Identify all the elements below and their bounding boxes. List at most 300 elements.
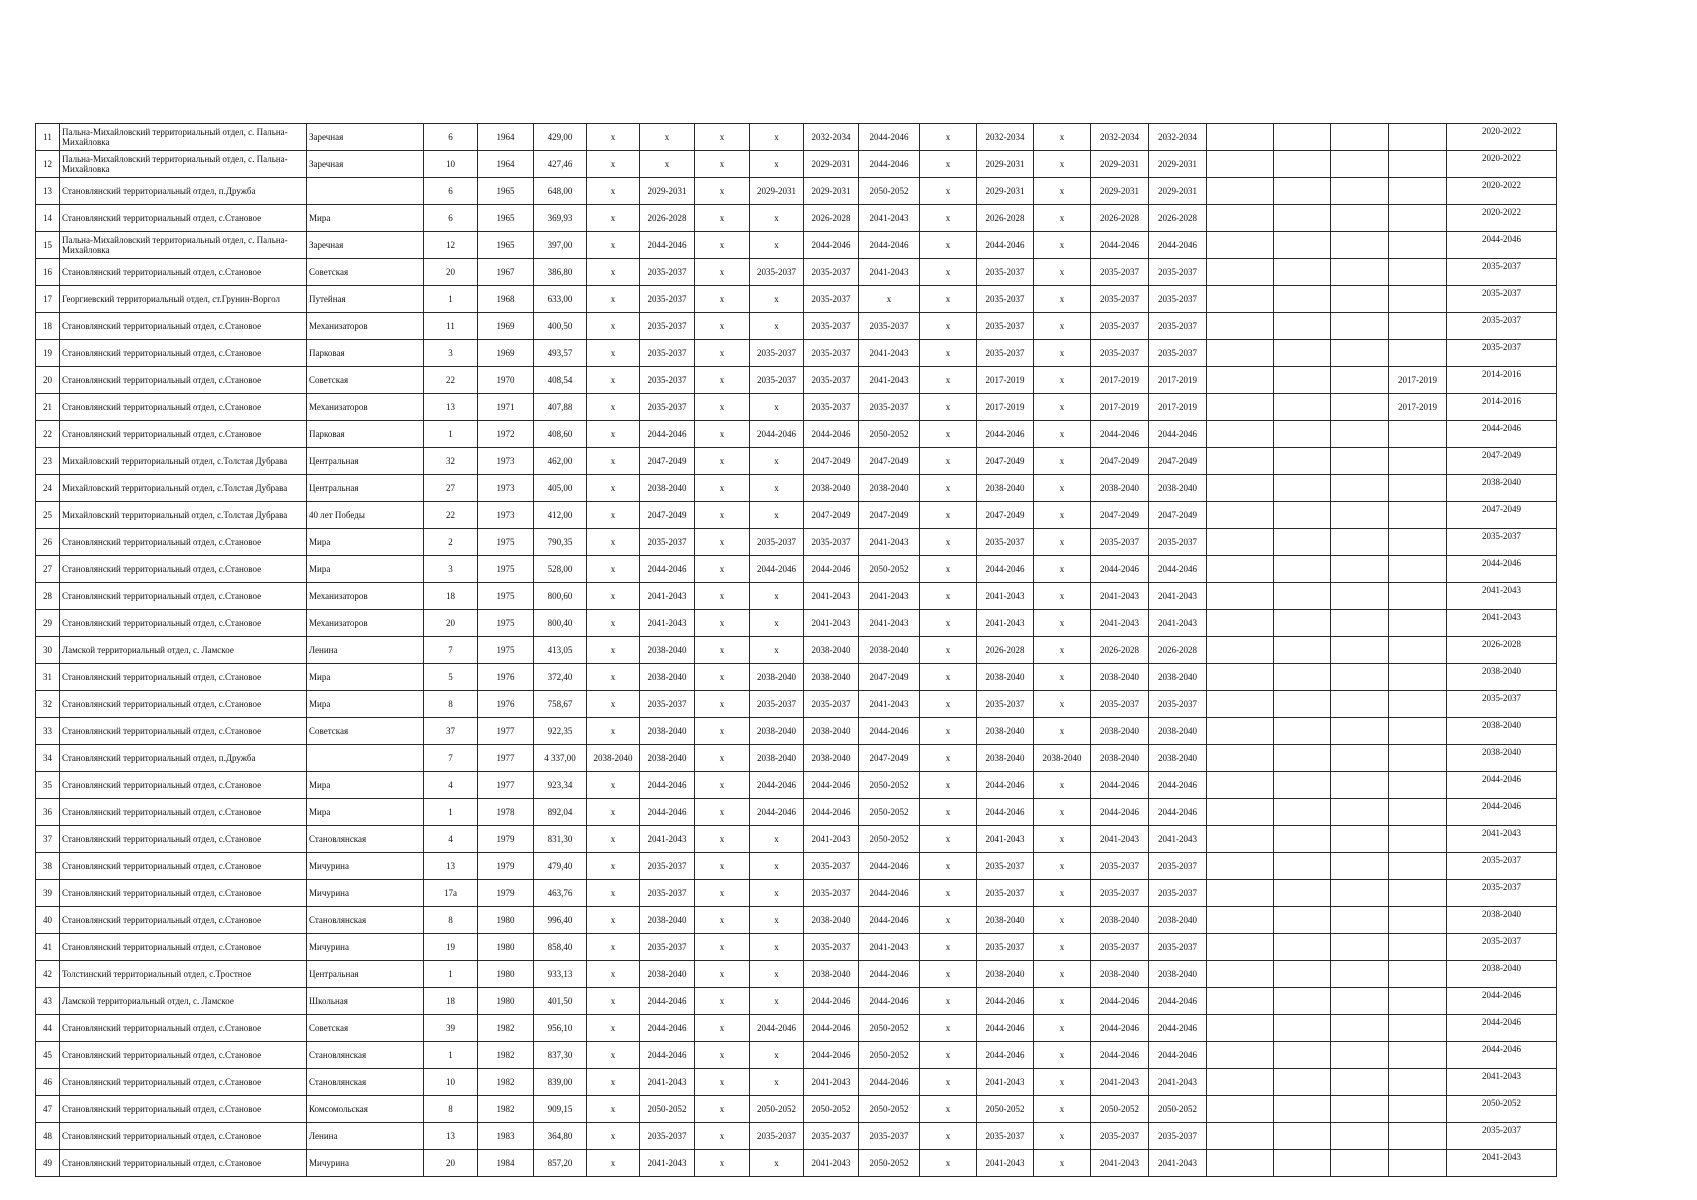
work-col-6: 2041-2043	[859, 205, 920, 232]
house-number-cell: 1	[424, 799, 478, 826]
work-col-4: х	[750, 1069, 804, 1096]
work-col-11: 2035-2037	[1149, 853, 1207, 880]
work-col-12	[1207, 475, 1274, 502]
work-col-7: х	[920, 340, 977, 367]
work-col-11: 2029-2031	[1149, 151, 1207, 178]
work-col-15	[1389, 340, 1447, 367]
work-col-3: х	[695, 583, 750, 610]
work-col-11: 2035-2037	[1149, 259, 1207, 286]
work-col-7: х	[920, 907, 977, 934]
year-built-cell: 1983	[478, 1123, 534, 1150]
work-col-8: 2035-2037	[977, 529, 1034, 556]
work-col-7: х	[920, 1150, 977, 1177]
work-col-7: х	[920, 394, 977, 421]
address-cell: Становлянский территориальный отдел, с.Становое	[60, 1042, 307, 1069]
table-row	[36, 1096, 1557, 1123]
work-col-5: 2035-2037	[804, 367, 859, 394]
work-col-7: х	[920, 1096, 977, 1123]
work-col-4: х	[750, 637, 804, 664]
work-col-8: 2041-2043	[977, 610, 1034, 637]
work-col-5: 2050-2052	[804, 1096, 859, 1123]
final-period-cell: 2014-2016	[1447, 367, 1557, 394]
work-col-8: 2038-2040	[977, 961, 1034, 988]
table-row	[36, 826, 1557, 853]
work-col-11: 2047-2049	[1149, 448, 1207, 475]
work-col-15	[1389, 1042, 1447, 1069]
year-built-cell: 1982	[478, 1042, 534, 1069]
address-cell: Становлянский территориальный отдел, с.Становое	[60, 853, 307, 880]
work-col-6: 2050-2052	[859, 772, 920, 799]
work-col-8: 2041-2043	[977, 826, 1034, 853]
address-cell: Становлянский территориальный отдел, с.Становое	[60, 529, 307, 556]
table-row	[36, 556, 1557, 583]
address-cell: Становлянский территориальный отдел, п.Дружба	[60, 178, 307, 205]
address-cell: Становлянский территориальный отдел, с.Становое	[60, 826, 307, 853]
work-col-7: х	[920, 286, 977, 313]
house-number-cell: 20	[424, 610, 478, 637]
work-col-12	[1207, 502, 1274, 529]
table-row	[36, 502, 1557, 529]
work-col-8: 2038-2040	[977, 664, 1034, 691]
work-col-2: 2041-2043	[640, 1150, 695, 1177]
house-number-cell: 27	[424, 475, 478, 502]
work-col-5: 2038-2040	[804, 664, 859, 691]
work-col-15	[1389, 772, 1447, 799]
work-col-9: х	[1034, 718, 1091, 745]
year-built-cell: 1980	[478, 907, 534, 934]
work-col-5: 2026-2028	[804, 205, 859, 232]
table-row	[36, 205, 1557, 232]
work-col-3: х	[695, 1042, 750, 1069]
work-col-10: 2044-2046	[1091, 1015, 1149, 1042]
work-col-15	[1389, 286, 1447, 313]
street-cell: Мичурина	[307, 934, 424, 961]
house-number-cell: 12	[424, 232, 478, 259]
work-col-1: х	[587, 826, 640, 853]
work-col-4: х	[750, 394, 804, 421]
work-col-11: 2041-2043	[1149, 1069, 1207, 1096]
work-col-4: х	[750, 961, 804, 988]
year-built-cell: 1964	[478, 124, 534, 151]
work-col-8: 2035-2037	[977, 880, 1034, 907]
work-col-13	[1274, 934, 1331, 961]
work-col-10: 2026-2028	[1091, 637, 1149, 664]
work-col-15	[1389, 529, 1447, 556]
area-cell: 369,93	[534, 205, 587, 232]
work-col-10: 2035-2037	[1091, 286, 1149, 313]
year-built-cell: 1982	[478, 1069, 534, 1096]
work-col-12	[1207, 232, 1274, 259]
work-col-7: х	[920, 637, 977, 664]
street-cell: Советская	[307, 259, 424, 286]
work-col-9: х	[1034, 124, 1091, 151]
area-cell: 790,35	[534, 529, 587, 556]
work-col-9: х	[1034, 286, 1091, 313]
work-col-3: х	[695, 475, 750, 502]
table-row	[36, 421, 1557, 448]
table-row	[36, 745, 1557, 772]
work-col-13	[1274, 124, 1331, 151]
work-col-11: 2038-2040	[1149, 718, 1207, 745]
address-cell: Георгиевский территориальный отдел, ст.Грунин-Воргол	[60, 286, 307, 313]
work-col-2: 2035-2037	[640, 529, 695, 556]
work-col-2: 2035-2037	[640, 340, 695, 367]
work-col-2: 2038-2040	[640, 475, 695, 502]
table-row	[36, 610, 1557, 637]
work-col-14	[1331, 394, 1389, 421]
work-col-2: 2035-2037	[640, 691, 695, 718]
work-col-15	[1389, 934, 1447, 961]
work-col-14	[1331, 367, 1389, 394]
work-col-6: 2044-2046	[859, 907, 920, 934]
year-built-cell: 1965	[478, 232, 534, 259]
work-col-6: 2050-2052	[859, 1096, 920, 1123]
work-col-13	[1274, 772, 1331, 799]
work-col-6: 2044-2046	[859, 961, 920, 988]
work-col-2: 2035-2037	[640, 1123, 695, 1150]
table-body	[36, 124, 1557, 1177]
area-cell: 892,04	[534, 799, 587, 826]
work-col-13	[1274, 1042, 1331, 1069]
year-built-cell: 1973	[478, 475, 534, 502]
area-cell: 837,30	[534, 1042, 587, 1069]
street-cell	[307, 178, 424, 205]
work-col-8: 2035-2037	[977, 259, 1034, 286]
work-col-12	[1207, 583, 1274, 610]
work-col-7: х	[920, 880, 977, 907]
house-number-cell: 18	[424, 988, 478, 1015]
work-col-12	[1207, 772, 1274, 799]
work-col-9: х	[1034, 556, 1091, 583]
area-cell: 839,00	[534, 1069, 587, 1096]
work-col-5: 2035-2037	[804, 1123, 859, 1150]
work-col-7: х	[920, 313, 977, 340]
area-cell: 405,00	[534, 475, 587, 502]
work-col-5: 2044-2046	[804, 988, 859, 1015]
final-period-cell: 2044-2046	[1447, 799, 1557, 826]
work-col-9: х	[1034, 934, 1091, 961]
final-period-cell: 2044-2046	[1447, 988, 1557, 1015]
work-col-8: 2017-2019	[977, 367, 1034, 394]
work-col-11: 2044-2046	[1149, 421, 1207, 448]
house-number-cell: 1	[424, 421, 478, 448]
work-col-7: х	[920, 232, 977, 259]
house-number-cell: 22	[424, 367, 478, 394]
house-number-cell: 20	[424, 1150, 478, 1177]
address-cell: Становлянский территориальный отдел, п.Дружба	[60, 745, 307, 772]
work-col-8: 2038-2040	[977, 475, 1034, 502]
work-col-3: х	[695, 205, 750, 232]
table-row	[36, 1123, 1557, 1150]
work-col-6: 2047-2049	[859, 745, 920, 772]
area-cell: 648,00	[534, 178, 587, 205]
final-period-cell: 2035-2037	[1447, 853, 1557, 880]
final-period-cell: 2041-2043	[1447, 826, 1557, 853]
work-col-10: 2044-2046	[1091, 232, 1149, 259]
house-number-cell: 18	[424, 583, 478, 610]
house-number-cell: 8	[424, 907, 478, 934]
work-col-2: 2044-2046	[640, 232, 695, 259]
work-col-14	[1331, 934, 1389, 961]
work-col-1: х	[587, 421, 640, 448]
work-col-2: 2041-2043	[640, 826, 695, 853]
work-col-3: х	[695, 907, 750, 934]
street-cell: Центральная	[307, 475, 424, 502]
address-cell: Пальна-Михайловский территориальный отдел, с. Пальна-Михайловка	[60, 124, 307, 151]
work-col-10: 2041-2043	[1091, 583, 1149, 610]
row-number: 36	[36, 799, 60, 826]
work-col-15: 2017-2019	[1389, 367, 1447, 394]
address-cell: Михайловский территориальный отдел, с.Толстая Дубрава	[60, 502, 307, 529]
work-col-14	[1331, 232, 1389, 259]
work-col-5: 2035-2037	[804, 529, 859, 556]
year-built-cell: 1965	[478, 178, 534, 205]
work-col-5: 2044-2046	[804, 556, 859, 583]
row-number: 17	[36, 286, 60, 313]
work-col-12	[1207, 1069, 1274, 1096]
row-number: 43	[36, 988, 60, 1015]
table-row	[36, 1150, 1557, 1177]
work-col-15	[1389, 961, 1447, 988]
year-built-cell: 1975	[478, 583, 534, 610]
work-col-8: 2038-2040	[977, 745, 1034, 772]
final-period-cell: 2038-2040	[1447, 475, 1557, 502]
year-built-cell: 1976	[478, 664, 534, 691]
table-row	[36, 988, 1557, 1015]
work-col-1: 2038-2040	[587, 745, 640, 772]
work-col-8: 2041-2043	[977, 583, 1034, 610]
work-col-9: х	[1034, 367, 1091, 394]
row-number: 38	[36, 853, 60, 880]
work-col-10: 2017-2019	[1091, 367, 1149, 394]
work-col-10: 2038-2040	[1091, 664, 1149, 691]
work-col-5: 2038-2040	[804, 475, 859, 502]
work-col-4: х	[750, 1150, 804, 1177]
work-col-11: 2041-2043	[1149, 610, 1207, 637]
work-col-15	[1389, 826, 1447, 853]
address-cell: Становлянский территориальный отдел, с.Становое	[60, 907, 307, 934]
work-col-13	[1274, 529, 1331, 556]
work-col-4: 2038-2040	[750, 745, 804, 772]
work-col-15	[1389, 664, 1447, 691]
final-period-cell: 2044-2046	[1447, 421, 1557, 448]
work-col-5: 2035-2037	[804, 880, 859, 907]
work-col-4: х	[750, 124, 804, 151]
work-col-8: 2041-2043	[977, 1150, 1034, 1177]
house-number-cell: 22	[424, 502, 478, 529]
work-col-6: 2041-2043	[859, 340, 920, 367]
row-number: 49	[36, 1150, 60, 1177]
work-col-13	[1274, 394, 1331, 421]
year-built-cell: 1979	[478, 826, 534, 853]
work-col-6: 2050-2052	[859, 1015, 920, 1042]
work-col-3: х	[695, 340, 750, 367]
work-col-5: 2035-2037	[804, 691, 859, 718]
work-col-3: х	[695, 421, 750, 448]
year-built-cell: 1979	[478, 880, 534, 907]
area-cell: 956,10	[534, 1015, 587, 1042]
work-col-1: х	[587, 1069, 640, 1096]
work-col-9: х	[1034, 205, 1091, 232]
final-period-cell: 2044-2046	[1447, 772, 1557, 799]
work-col-11: 2035-2037	[1149, 529, 1207, 556]
work-col-15	[1389, 1069, 1447, 1096]
work-col-12	[1207, 988, 1274, 1015]
work-col-10: 2017-2019	[1091, 394, 1149, 421]
house-number-cell: 3	[424, 556, 478, 583]
street-cell: Советская	[307, 718, 424, 745]
row-number: 29	[36, 610, 60, 637]
street-cell: Мичурина	[307, 853, 424, 880]
work-col-15	[1389, 1015, 1447, 1042]
address-cell: Становлянский территориальный отдел, с.Становое	[60, 799, 307, 826]
work-col-5: 2035-2037	[804, 259, 859, 286]
work-col-6: 2041-2043	[859, 691, 920, 718]
work-col-15	[1389, 151, 1447, 178]
final-period-cell: 2020-2022	[1447, 205, 1557, 232]
work-col-14	[1331, 313, 1389, 340]
work-col-11: 2035-2037	[1149, 340, 1207, 367]
address-cell: Становлянский территориальный отдел, с.Становое	[60, 772, 307, 799]
row-number: 15	[36, 232, 60, 259]
address-cell: Становлянский территориальный отдел, с.Становое	[60, 691, 307, 718]
work-col-3: х	[695, 556, 750, 583]
work-col-14	[1331, 772, 1389, 799]
work-col-9: х	[1034, 691, 1091, 718]
work-col-13	[1274, 1096, 1331, 1123]
work-col-3: х	[695, 988, 750, 1015]
work-col-10: 2035-2037	[1091, 259, 1149, 286]
row-number: 40	[36, 907, 60, 934]
work-col-12	[1207, 1150, 1274, 1177]
work-col-2: 2038-2040	[640, 664, 695, 691]
work-col-12	[1207, 1015, 1274, 1042]
final-period-cell: 2035-2037	[1447, 529, 1557, 556]
address-cell: Становлянский территориальный отдел, с.Становое	[60, 313, 307, 340]
work-col-15	[1389, 502, 1447, 529]
work-col-1: х	[587, 934, 640, 961]
work-col-3: х	[695, 1069, 750, 1096]
work-col-9: х	[1034, 1096, 1091, 1123]
work-col-4: х	[750, 1042, 804, 1069]
work-col-9: х	[1034, 799, 1091, 826]
work-col-10: 2035-2037	[1091, 340, 1149, 367]
work-col-5: 2047-2049	[804, 448, 859, 475]
house-number-cell: 13	[424, 394, 478, 421]
work-col-5: 2038-2040	[804, 637, 859, 664]
row-number: 23	[36, 448, 60, 475]
street-cell: Центральная	[307, 448, 424, 475]
work-col-10: 2035-2037	[1091, 934, 1149, 961]
work-col-9: х	[1034, 421, 1091, 448]
street-cell: Становлянская	[307, 1069, 424, 1096]
work-col-12	[1207, 853, 1274, 880]
area-cell: 831,30	[534, 826, 587, 853]
work-col-2: 2047-2049	[640, 502, 695, 529]
work-col-4: 2044-2046	[750, 556, 804, 583]
work-col-2: 2038-2040	[640, 637, 695, 664]
work-col-11: 2044-2046	[1149, 232, 1207, 259]
work-col-13	[1274, 988, 1331, 1015]
house-number-cell: 10	[424, 1069, 478, 1096]
table-row	[36, 664, 1557, 691]
table-row	[36, 394, 1557, 421]
work-col-10: 2035-2037	[1091, 880, 1149, 907]
area-cell: 933,13	[534, 961, 587, 988]
address-cell: Ламской территориальный отдел, с. Ламское	[60, 637, 307, 664]
work-col-1: х	[587, 151, 640, 178]
year-built-cell: 1977	[478, 718, 534, 745]
work-col-14	[1331, 448, 1389, 475]
street-cell: Комсомольская	[307, 1096, 424, 1123]
work-col-5: 2044-2046	[804, 1042, 859, 1069]
work-col-14	[1331, 826, 1389, 853]
work-col-10: 2035-2037	[1091, 691, 1149, 718]
work-col-1: х	[587, 502, 640, 529]
work-col-11: 2026-2028	[1149, 637, 1207, 664]
work-col-8: 2047-2049	[977, 502, 1034, 529]
work-col-9: х	[1034, 1069, 1091, 1096]
work-col-11: 2017-2019	[1149, 367, 1207, 394]
area-cell: 996,40	[534, 907, 587, 934]
year-built-cell: 1973	[478, 502, 534, 529]
work-col-5: 2041-2043	[804, 610, 859, 637]
work-col-11: 2035-2037	[1149, 286, 1207, 313]
year-built-cell: 1975	[478, 529, 534, 556]
work-col-9: х	[1034, 880, 1091, 907]
row-number: 24	[36, 475, 60, 502]
address-cell: Становлянский территориальный отдел, с.Становое	[60, 205, 307, 232]
work-col-4: х	[750, 880, 804, 907]
house-number-cell: 13	[424, 853, 478, 880]
work-col-11: 2044-2046	[1149, 799, 1207, 826]
work-col-12	[1207, 340, 1274, 367]
work-col-4: х	[750, 934, 804, 961]
work-col-15	[1389, 421, 1447, 448]
work-col-1: х	[587, 610, 640, 637]
work-col-12	[1207, 421, 1274, 448]
final-period-cell: 2038-2040	[1447, 664, 1557, 691]
work-col-7: х	[920, 1069, 977, 1096]
work-col-11: 2029-2031	[1149, 178, 1207, 205]
work-col-3: х	[695, 367, 750, 394]
row-number: 19	[36, 340, 60, 367]
work-col-1: х	[587, 313, 640, 340]
work-col-14	[1331, 1096, 1389, 1123]
work-col-8: 2050-2052	[977, 1096, 1034, 1123]
work-col-8: 2044-2046	[977, 799, 1034, 826]
work-col-1: х	[587, 583, 640, 610]
work-col-12	[1207, 1123, 1274, 1150]
work-col-13	[1274, 826, 1331, 853]
year-built-cell: 1968	[478, 286, 534, 313]
work-col-2: 2050-2052	[640, 1096, 695, 1123]
work-col-13	[1274, 475, 1331, 502]
work-col-6: 2035-2037	[859, 1123, 920, 1150]
work-col-4: 2044-2046	[750, 1015, 804, 1042]
work-col-14	[1331, 529, 1389, 556]
row-number: 31	[36, 664, 60, 691]
work-col-3: х	[695, 718, 750, 745]
work-col-4: 2038-2040	[750, 664, 804, 691]
table-row	[36, 880, 1557, 907]
area-cell: 364,80	[534, 1123, 587, 1150]
work-col-10: 2044-2046	[1091, 772, 1149, 799]
street-cell: Школьная	[307, 988, 424, 1015]
table-row	[36, 637, 1557, 664]
house-number-cell: 1	[424, 961, 478, 988]
work-col-14	[1331, 664, 1389, 691]
